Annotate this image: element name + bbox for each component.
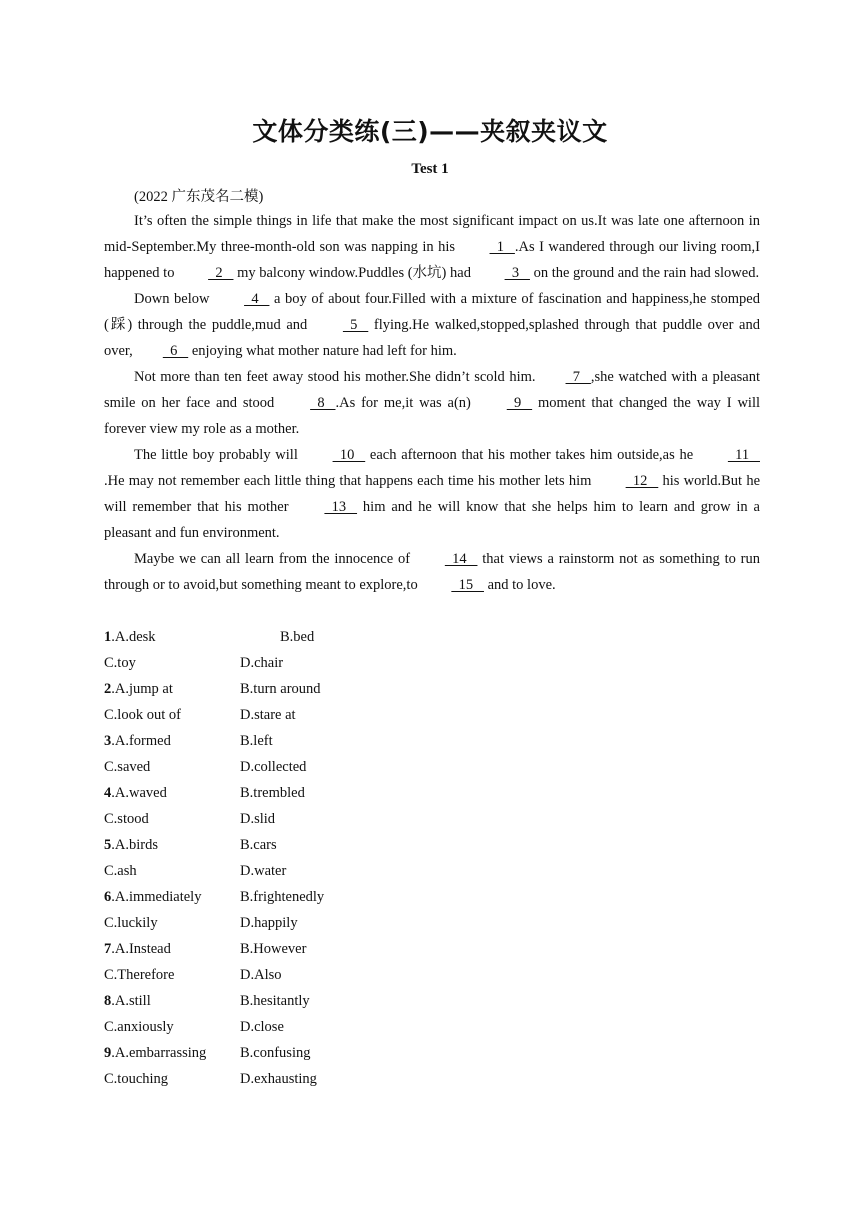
option-d: D.Also — [240, 967, 282, 983]
blank-2: 2 — [208, 265, 234, 281]
blank-3: 3 — [504, 265, 530, 281]
passage-paragraph — [104, 546, 760, 598]
passage-text: flying.He walked,stopped,splashed through that puddle over and over, — [104, 317, 760, 359]
passage-text: Down below — [134, 291, 215, 307]
question-row — [104, 884, 504, 910]
option-b: B.hesitantly — [240, 993, 310, 1009]
cloze-passage — [104, 208, 760, 598]
option-b: B.However — [240, 941, 307, 957]
question-row — [104, 988, 504, 1014]
test-subtitle: Test 1 — [411, 161, 449, 177]
option-b: B.trembled — [240, 785, 305, 801]
option-b: B.cars — [240, 837, 277, 853]
option-a: 3.A.formed — [104, 733, 171, 749]
option-d: D.stare at — [240, 707, 296, 723]
passage-text: .As I wandered through our living room,I happened to — [104, 239, 760, 281]
option-c: C.stood — [104, 811, 149, 827]
question-row — [104, 858, 504, 884]
passage-text: It’s often the simple things in life that make the most significant impact on us.It was late one afternoon in mid-September.My three-month-old son was napping in his — [104, 213, 760, 255]
question-row — [104, 910, 504, 936]
passage-text: moment that changed the way I will forever view my role as a mother. — [104, 395, 761, 437]
blank-6: 6 — [162, 343, 189, 359]
option-a: 5.A.birds — [104, 837, 158, 853]
option-d: D.water — [240, 863, 287, 879]
question-number: 9 — [104, 1045, 112, 1061]
blank-9: 9 — [506, 395, 533, 411]
blank-12: 12 — [625, 473, 659, 489]
option-a: 1.A.desk — [104, 629, 156, 645]
blank-13: 13 — [324, 499, 358, 515]
question-number: 7 — [104, 941, 112, 957]
option-c: C.touching — [104, 1071, 169, 1087]
question-options — [104, 624, 504, 1092]
option-b: B.turn around — [240, 681, 321, 697]
question-row — [104, 624, 504, 650]
passage-text: my balcony window.Puddles (水坑) had — [233, 265, 475, 281]
blank-4: 4 — [244, 291, 270, 307]
page-title: 文体分类练(三)——夹叙夹议文 — [252, 117, 608, 146]
passage-text: .As for me,it was a(n) — [335, 395, 477, 411]
passage-text: and to love. — [483, 577, 556, 593]
option-c: C.ash — [104, 863, 137, 879]
passage-paragraph — [104, 442, 760, 546]
question-row — [104, 676, 504, 702]
option-c: C.look out of — [104, 707, 181, 723]
option-d: D.happily — [240, 915, 298, 931]
question-row — [104, 728, 504, 754]
blank-10: 10 — [332, 447, 366, 463]
blank-8: 8 — [310, 395, 336, 411]
passage-paragraph — [104, 208, 760, 286]
question-number: 6 — [104, 889, 112, 905]
passage-paragraph — [104, 286, 760, 364]
question-row — [104, 1040, 504, 1066]
passage-text: Maybe we can all learn from the innocence of — [134, 551, 415, 567]
passage-paragraph — [104, 364, 760, 442]
option-c: C.luckily — [104, 915, 158, 931]
passage-text: enjoying what mother nature had left for him. — [188, 343, 457, 359]
option-c: C.saved — [104, 759, 151, 775]
blank-14: 14 — [444, 551, 478, 567]
passage-text: The little boy probably will — [134, 447, 303, 463]
question-row — [104, 832, 504, 858]
option-b: B.bed — [280, 629, 315, 645]
option-b: B.left — [240, 733, 273, 749]
option-d: D.close — [240, 1019, 284, 1035]
option-b: B.frightenedly — [240, 889, 325, 905]
question-row — [104, 1014, 504, 1040]
passage-text: each afternoon that his mother takes him outside,as he — [365, 447, 698, 463]
option-a: 9.A.embarrassing — [104, 1045, 207, 1061]
passage-text: him and he will know that she helps him to learn and grow in a pleasant and fun environment. — [104, 499, 760, 541]
question-number: 2 — [104, 681, 112, 697]
passage-text: Not more than ten feet away stood his mother.She didn’t scold him. — [134, 369, 536, 385]
passage-text: .He may not remember each little thing that happens each time his mother lets him — [104, 473, 596, 489]
blank-7: 7 — [565, 369, 591, 385]
question-row — [104, 754, 504, 780]
passage-text: ,she watched with a pleasant smile on her face and stood — [104, 369, 761, 411]
option-d: D.slid — [240, 811, 276, 827]
question-row — [104, 806, 504, 832]
option-a: 7.A.Instead — [104, 941, 171, 957]
option-a: 6.A.immediately — [104, 889, 202, 905]
blank-15: 15 — [451, 577, 484, 593]
exam-source: (2022 广东茂名二模) — [134, 189, 264, 205]
option-b: B.confusing — [240, 1045, 311, 1061]
option-d: D.exhausting — [240, 1071, 317, 1087]
question-number: 5 — [104, 837, 112, 853]
option-d: D.chair — [240, 655, 284, 671]
option-a: 2.A.jump at — [104, 681, 173, 697]
question-row — [104, 780, 504, 806]
question-number: 8 — [104, 993, 112, 1009]
passage-text: that views a rainstorm not as something to run through or to avoid,but something meant to explore,to — [104, 551, 760, 593]
question-row — [104, 936, 504, 962]
question-row — [104, 702, 504, 728]
option-c: C.Therefore — [104, 967, 175, 983]
passage-text: his world.But he will remember that his mother — [104, 473, 761, 515]
option-a: 4.A.waved — [104, 785, 167, 801]
blank-11: 11 — [727, 447, 760, 463]
question-row — [104, 962, 504, 988]
option-a: 8.A.still — [104, 993, 151, 1009]
blank-5: 5 — [342, 317, 369, 333]
blank-1: 1 — [489, 239, 515, 255]
option-d: D.collected — [240, 759, 307, 775]
question-number: 3 — [104, 733, 112, 749]
option-c: C.anxiously — [104, 1019, 174, 1035]
question-number: 1 — [104, 629, 112, 645]
question-row — [104, 1066, 504, 1092]
passage-text: on the ground and the rain had slowed. — [529, 265, 760, 281]
option-c: C.toy — [104, 655, 136, 671]
passage-text: a boy of about four.Filled with a mixture of fascination and happiness,he stomped (踩) through the puddle,mud and — [104, 291, 760, 333]
question-number: 4 — [104, 785, 112, 801]
question-row — [104, 650, 504, 676]
